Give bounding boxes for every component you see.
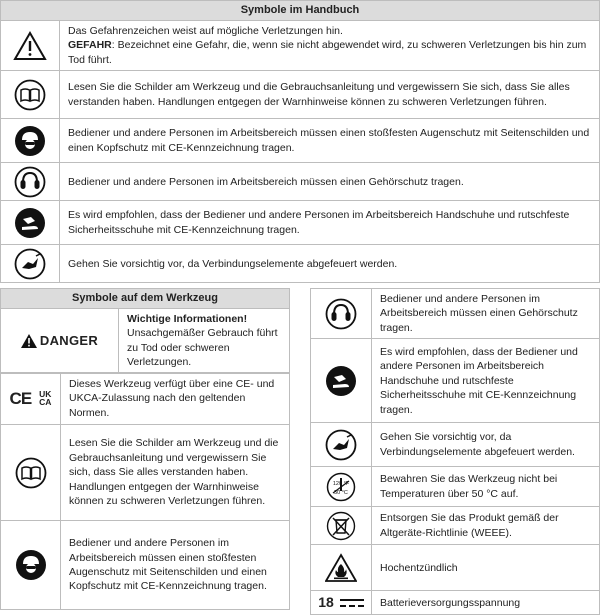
tool-symbols-table-left-lower — [0, 372, 290, 610]
list-item: Dieses Werkzeug verfügt über eine CE- und UKCA-Zulassung nach den geltenden Normen. — [61, 373, 290, 425]
svg-text:120 °F: 120 °F — [332, 480, 350, 487]
table-row — [311, 591, 600, 615]
list-item: Bediener und andere Personen im Arbeitsbereich müssen einen Gehörschutz tragen. — [372, 289, 600, 339]
battery-voltage-icon: 18 — [311, 591, 372, 615]
eye-head-protection-icon — [1, 119, 60, 163]
manual-symbols-table — [0, 0, 600, 283]
tool-symbols-table-left — [0, 288, 290, 374]
list-item: Entsorgen Sie das Produkt gemäß der Altgeräte-Richtlinie (WEEE). — [372, 507, 600, 545]
manual-symbols-title: Symbole im Handbuch — [1, 1, 600, 21]
table-row — [1, 71, 600, 119]
list-item: Bediener und andere Personen im Arbeitsbereich müssen einen Gehörschutz tragen. — [60, 163, 600, 201]
table-row — [1, 201, 600, 245]
list-item: Lesen Sie die Schilder am Werkzeug und die Gebrauchsanleitung und vergewissern Sie sich, dass Sie alles verstanden haben. Handlungen entgegen der Warnhinweise können zu schweren Verletzungen führen. — [60, 71, 600, 119]
list-item: Gehen Sie vorsichtig vor, da Verbindungselemente abgefeuert werden. — [372, 423, 600, 467]
ce-ukca-marks-icon: CE UK CA — [1, 373, 61, 425]
read-manual-icon — [1, 71, 60, 119]
table-row — [1, 425, 290, 521]
table-row — [311, 467, 600, 507]
list-item: Hochentzündlich — [372, 545, 600, 591]
list-item: Es wird empfohlen, dass der Bediener und andere Personen im Arbeitsbereich Handschuhe und rutschfeste Sicherheitsschuhe mit CE-Kennzeichnung tragen. — [372, 339, 600, 423]
table-row — [311, 507, 600, 545]
table-row — [1, 245, 600, 283]
table-row — [1, 373, 290, 425]
table-row — [1, 21, 600, 71]
fastener-ejection-icon — [1, 245, 60, 283]
list-item: Das Gefahrenzeichen weist auf mögliche Verletzungen hin. GEFAHR: Bezeichnet eine Gefahr, die, wenn sie nicht abgewendet wird, zu schweren Verletzungen bis hin zum Tod führt. — [60, 21, 600, 71]
eye-head-protection-icon — [1, 521, 61, 610]
list-item: Bediener und andere Personen im Arbeitsbereich müssen einen stoßfesten Augenschutz mit Seitenschilden und einen Kopfschutz mit CE-Kennzeichnung tragen. — [61, 521, 290, 610]
hearing-protection-icon — [1, 163, 60, 201]
list-item: Batterieversorgungsspannung — [372, 591, 600, 615]
list-item: Bewahren Sie das Werkzeug nicht bei Temperaturen über 50 °C auf. — [372, 467, 600, 507]
table-row — [1, 521, 290, 610]
hearing-protection-icon — [311, 289, 372, 339]
list-item: Es wird empfohlen, dass der Bediener und andere Personen im Arbeitsbereich Handschuhe und rutschfeste Sicherheitsschuhe mit CE-Kennzeichnung tragen. — [60, 201, 600, 245]
gloves-shoes-icon — [1, 201, 60, 245]
warning-triangle-icon — [1, 21, 60, 71]
table-row — [311, 545, 600, 591]
table-row — [1, 309, 290, 374]
flammable-icon — [311, 545, 372, 591]
table-row — [311, 289, 600, 339]
temperature-limit-icon — [311, 467, 372, 507]
weee-bin-icon — [311, 507, 372, 545]
fastener-ejection-icon — [311, 423, 372, 467]
read-manual-icon — [1, 425, 61, 521]
table-row — [1, 163, 600, 201]
table-row — [311, 423, 600, 467]
gloves-shoes-icon — [311, 339, 372, 423]
svg-text:50 °C: 50 °C — [334, 489, 348, 496]
list-item: Lesen Sie die Schilder am Werkzeug und die Gebrauchsanleitung und vergewissern Sie sich, dass Sie alles verstanden haben. Handlungen entgegen der Warnhinweise können zu schweren Verletzungen führen. — [61, 425, 290, 521]
table-row — [311, 339, 600, 423]
table-row — [1, 119, 600, 163]
tool-symbols-title: Symbole auf dem Werkzeug — [1, 289, 290, 309]
list-item: Gehen Sie vorsichtig vor, da Verbindungselemente abgefeuert werden. — [60, 245, 600, 283]
tool-symbols-table-right — [310, 288, 600, 615]
danger-label-icon: DANGER — [1, 309, 119, 374]
list-item: Bediener und andere Personen im Arbeitsbereich müssen einen stoßfesten Augenschutz mit Seitenschilden und einen Kopfschutz mit CE-Kennzeichnung tragen. — [60, 119, 600, 163]
list-item: Wichtige Informationen! Unsachgemäßer Gebrauch führt zu Tod oder schweren Verletzungen. — [119, 309, 290, 374]
